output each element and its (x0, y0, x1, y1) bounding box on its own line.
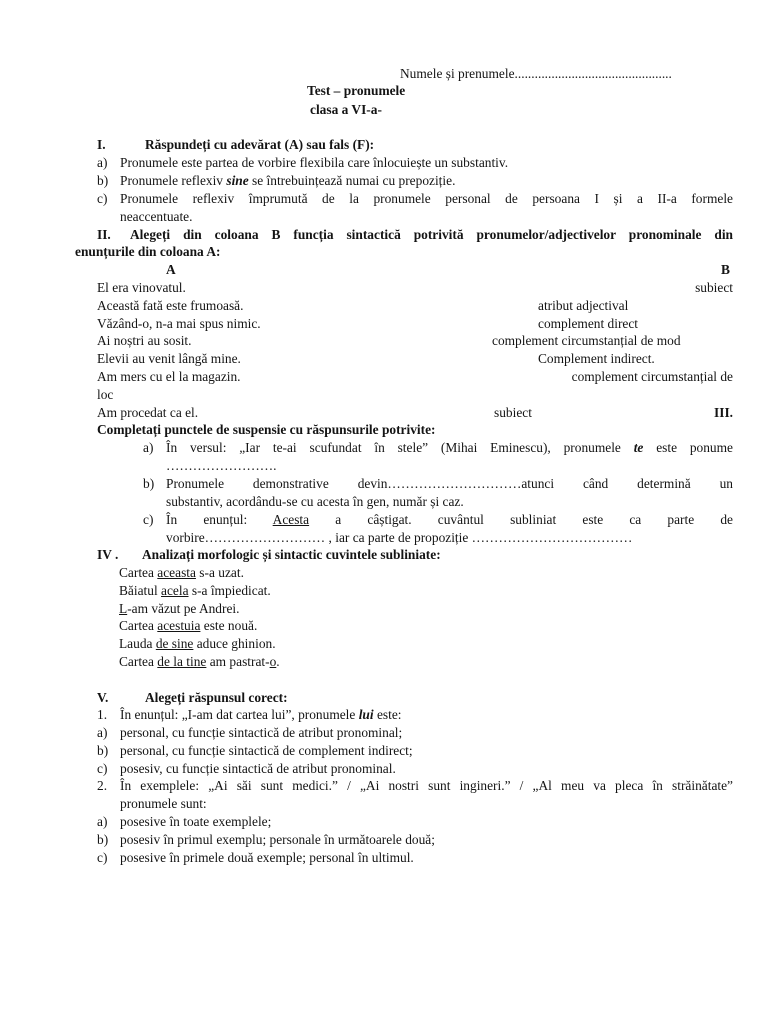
match-row (97, 368, 733, 386)
column-b-function: subiect (695, 280, 733, 295)
column-b-header: B (721, 262, 730, 277)
column-b-function: subiect (494, 405, 532, 420)
analysis-sentence: Cartea aceasta s-a uzat. (119, 565, 244, 580)
emphasis-lui: lui (358, 707, 374, 722)
section2-number: II. (97, 227, 111, 242)
column-a-sentence: Această fată este frumoasă. (97, 298, 244, 313)
column-b-function: complement circumstanțial de (571, 369, 733, 384)
column-b-function: Complement indirect. (538, 351, 655, 366)
analysis-sentence: Cartea de la tine am pastrat-o. (119, 654, 280, 669)
column-a-sentence: Ai noștri au sosit. (97, 333, 192, 348)
document-page: Numele și prenumele............................................... Test – pronumele clasa a VI-a- I. Răspundeți cu adevărat (A) sau fals (F): a) Pronumele este partea de vorbire flexibila care înlocuiește un substantiv. b) Pronumele reflexiv sine se întrebuințează numai cu prepoziție. c) Pronumele reflexiv împrumută de la pronumele personal de persoana I și a II-a formele neaccentuate. II. Alegeți din coloana B funcția sintactică potrivită pronumelor/adjectivelor pronominale din enunțurile din coloana A: A B El era vinovatul. subiect Această fată este frumoasă. atribut adjectival Văzând-o, n-a mai spus nimic. complement direct Ai noștri au sosit. complement circumstanțial de mod Elevii au venit lângă mine. Complement indirect. Am mers cu el la magazin. complement circumstanțial de loc Am procedat ca el. subiect III. Completați punctele de suspensie cu răspunsurile potrivite: a) În versul: „Iar te-ai scufundat în stele” (Mihai Eminescu), pronumele te este ponume ……………………. b) Pronumele demonstrative devin…………………………atunci când determină un substantiv, acordându-se cu acesta în gen, număr și caz. c) În enunțul: Acesta a câștigat. cuvântul subliniat este ca parte de vorbire……………………… , iar ca parte de propoziție ……………………………… IV . Analizați morfologic și sintactic cuvintele subliniate: Cartea aceasta s-a uzat. Băiatul acela s-a împiedicat. L-am văzut pe Andrei. Cartea acestuia este nouă. Lauda de sine aduce ghinion. Cartea de la tine am pastrat-o. V. Alegeți răspunsul corect: 1. În enunțul: „I-am dat cartea lui”, pronumele lui este: a) personal, cu funcție sintactică de atribut pronominal; b) personal, cu funcție sintactică de complement indirect; c) posesiv, cu funcție sintactică de atribut pronominal. 2. În exemplele: „Ai săi sunt medici.” / „Ai nostri sunt ingineri.” / „Al meu va pleca în străinătate” pronumele sunt: a) posesive în toate exemplele; b) posesiv în primul exemplu; personale în următoarele două; c) posesive în primele două exemple; personal în ultimul. (75, 66, 733, 865)
analysis-sentence: L-am văzut pe Andrei. (119, 601, 240, 616)
column-a-header: A (166, 262, 176, 277)
analysis-sentence: Lauda de sine aduce ghinion. (119, 636, 276, 651)
section2-title-line1: Alegeți din coloana B funcția sintactică potrivită pronumelor/adjectivelor pronominale din (130, 227, 733, 242)
name-field (400, 65, 672, 83)
test-title: Test – pronumele (307, 83, 406, 98)
match-row (97, 404, 733, 422)
section5-number: V. (97, 690, 109, 705)
emphasis-sine: sine (226, 173, 249, 188)
underlined-acesta: Acesta (272, 512, 310, 527)
emphasis-te: te (633, 440, 644, 455)
section4-number: IV . (97, 547, 119, 562)
match-row (97, 315, 733, 333)
column-b-function: complement circumstanțial de mod (492, 333, 681, 348)
match-row (97, 297, 733, 315)
section4-title: Analizați morfologic și sintactic cuvintele subliniate: (142, 547, 441, 562)
section5-title: Alegeți răspunsul corect: (145, 690, 288, 705)
class-label: clasa a VI-a- (310, 102, 382, 117)
column-a-sentence: Am procedat ca el. (97, 405, 199, 420)
section1-item-c: c) Pronumele reflexiv împrumută de la pronumele personal de persoana I și a II-a formele neaccentuate. (97, 191, 733, 224)
column-a-sentence: El era vinovatul. (97, 280, 186, 295)
section3-item-c: c) În enunțul: Acesta a câștigat. cuvântul subliniat este ca parte de vorbire……………………… , iar ca parte de propoziție ……………………………… (143, 512, 733, 545)
section1-number: I. (97, 137, 106, 152)
section3-item-a: a) În versul: „Iar te-ai scufundat în stele” (Mihai Eminescu), pronumele te este ponume ……………………. (143, 440, 733, 473)
section3-number: III. (714, 405, 733, 420)
name-dots: ............................................... (514, 66, 672, 81)
column-a-sentence: Văzând-o, n-a mai spus nimic. (97, 316, 261, 331)
section3-title: Completați punctele de suspensie cu răspunsurile potrivite: (97, 422, 436, 437)
column-b-function: atribut adjectival (538, 298, 629, 313)
column-a-sentence: Elevii au venit lângă mine. (97, 351, 241, 366)
section4-heading (97, 546, 441, 564)
match-row (97, 332, 733, 350)
match-row (97, 350, 733, 368)
name-label: Numele și prenumele (400, 66, 515, 81)
section2-title-line2: enunțurile din coloana A: (75, 244, 221, 259)
question-2: 2. În exemplele: „Ai săi sunt medici.” / „Ai nostri sunt ingineri.” / „Al meu va pleca în străinătate” pronumele sunt: (97, 778, 733, 811)
analysis-sentence: Băiatul acela s-a împiedicat. (119, 583, 271, 598)
section2-heading (97, 226, 733, 244)
section3-item-b: b) Pronumele demonstrative devin…………………………atunci când determină un substantiv, acordându-se cu acesta în gen, număr și caz. (143, 476, 733, 509)
column-b-function: complement direct (538, 316, 639, 331)
column-a-sentence: Am mers cu el la magazin. (97, 369, 241, 384)
section1-title: Răspundeți cu adevărat (A) sau fals (F): (145, 137, 375, 152)
column-b-continuation: loc (97, 387, 114, 402)
analysis-sentence: Cartea acestuia este nouă. (119, 618, 258, 633)
match-row (97, 279, 733, 297)
